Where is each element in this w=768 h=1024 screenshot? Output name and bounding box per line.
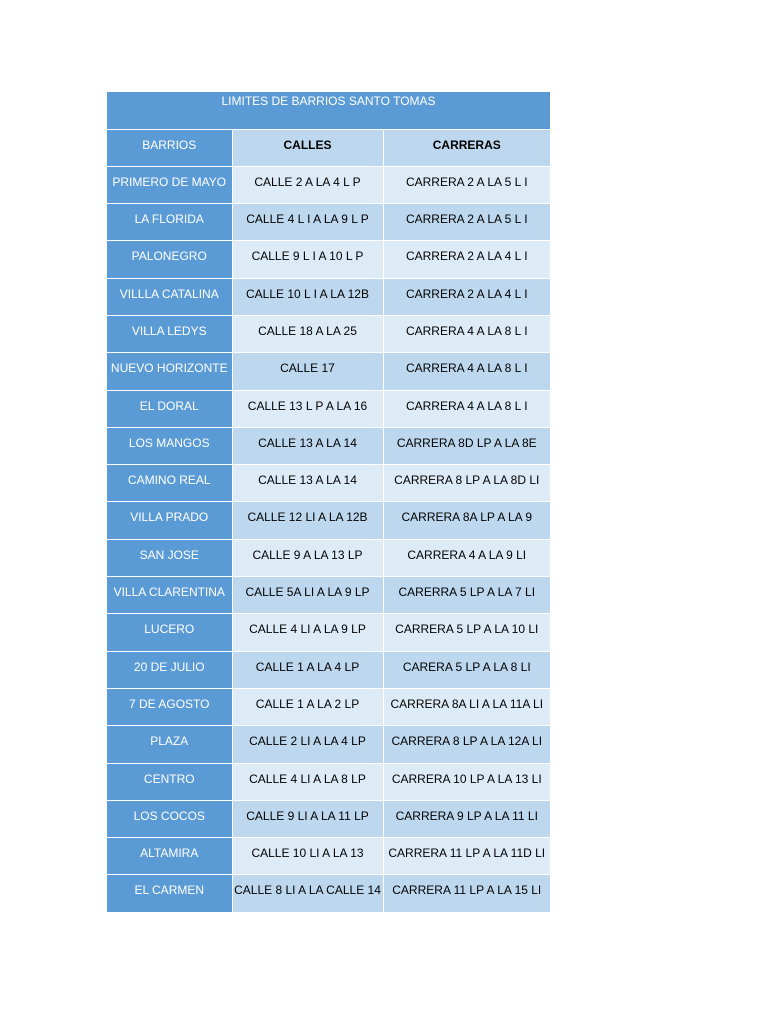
barrio-name-cell: CAMINO REAL [107, 465, 232, 502]
table-row [107, 800, 550, 837]
carreras-cell: CARRERA 8A LP A LA 9 [383, 502, 550, 539]
table-title: LIMITES DE BARRIOS SANTO TOMAS [107, 92, 550, 129]
barrio-name-cell: NUEVO HORIZONTE [107, 353, 232, 390]
table-row [107, 875, 550, 912]
calles-cell: CALLE 9 A LA 13 LP [232, 539, 383, 576]
carreras-cell: CARRERA 4 A LA 8 L I [383, 353, 550, 390]
barrio-name-cell: CENTRO [107, 763, 232, 800]
calles-cell: CALLE 8 LI A LA CALLE 14 [232, 875, 383, 912]
table-row [107, 577, 550, 614]
barrio-name-cell: LUCERO [107, 614, 232, 651]
carreras-cell: CARRERA 4 A LA 8 L I [383, 315, 550, 352]
table-row [107, 651, 550, 688]
carreras-cell: CARRERA 8D LP A LA 8E [383, 427, 550, 464]
table-row [107, 688, 550, 725]
calles-cell: CALLE 10 L I A LA 12B [232, 278, 383, 315]
carreras-cell: CARERRA 5 LP A LA 7 LI [383, 577, 550, 614]
table-row [107, 539, 550, 576]
calles-cell: CALLE 5A LI A LA 9 LP [232, 577, 383, 614]
header-barrios: BARRIOS [107, 129, 232, 166]
calles-cell: CALLE 9 LI A LA 11 LP [232, 800, 383, 837]
calles-cell: CALLE 10 LI A LA 13 [232, 838, 383, 875]
table-row [107, 204, 550, 241]
table-row [107, 502, 550, 539]
barrio-name-cell: LOS MANGOS [107, 427, 232, 464]
carreras-cell: CARRERA 4 A LA 9 LI [383, 539, 550, 576]
calles-cell: CALLE 2 A LA 4 L P [232, 166, 383, 203]
table-row [107, 353, 550, 390]
calles-cell: CALLE 18 A LA 25 [232, 315, 383, 352]
barrio-name-cell: PLAZA [107, 726, 232, 763]
barrio-name-cell: VILLA LEDYS [107, 315, 232, 352]
title-row [107, 92, 550, 129]
header-calles: CALLES [232, 129, 383, 166]
carreras-cell: CARRERA 2 A LA 5 L I [383, 166, 550, 203]
barrio-name-cell: LOS COCOS [107, 800, 232, 837]
calles-cell: CALLE 4 L I A LA 9 L P [232, 204, 383, 241]
carreras-cell: CARRERA 9 LP A LA 11 LI [383, 800, 550, 837]
calles-cell: CALLE 17 [232, 353, 383, 390]
barrio-name-cell: EL DORAL [107, 390, 232, 427]
barrio-name-cell: EL CARMEN [107, 875, 232, 912]
calles-cell: CALLE 4 LI A LA 8 LP [232, 763, 383, 800]
table-row [107, 241, 550, 278]
table-row [107, 614, 550, 651]
calles-cell: CALLE 1 A LA 2 LP [232, 688, 383, 725]
barrio-name-cell: 20 DE JULIO [107, 651, 232, 688]
table-row [107, 427, 550, 464]
barrio-name-cell: PRIMERO DE MAYO [107, 166, 232, 203]
calles-cell: CALLE 4 LI A LA 9 LP [232, 614, 383, 651]
calles-cell: CALLE 12 LI A LA 12B [232, 502, 383, 539]
carreras-cell: CARRERA 11 LP A LA 11D LI [383, 838, 550, 875]
carreras-cell: CARERA 5 LP A LA 8 LI [383, 651, 550, 688]
barrio-name-cell: LA FLORIDA [107, 204, 232, 241]
carreras-cell: CARRERA 11 LP A LA 15 LI [383, 875, 550, 912]
table-row [107, 763, 550, 800]
calles-cell: CALLE 1 A LA 4 LP [232, 651, 383, 688]
carreras-cell: CARRERA 8 LP A LA 12A LI [383, 726, 550, 763]
calles-cell: CALLE 2 LI A LA 4 LP [232, 726, 383, 763]
barrios-limits-table [107, 92, 550, 913]
barrio-name-cell: SAN JOSE [107, 539, 232, 576]
carreras-cell: CARRERA 2 A LA 4 L I [383, 278, 550, 315]
carreras-cell: CARRERA 2 A LA 5 L I [383, 204, 550, 241]
carreras-cell: CARRERA 8 LP A LA 8D LI [383, 465, 550, 502]
barrio-name-cell: ALTAMIRA [107, 838, 232, 875]
carreras-cell: CARRERA 10 LP A LA 13 LI [383, 763, 550, 800]
calles-cell: CALLE 9 L I A 10 L P [232, 241, 383, 278]
table-row [107, 166, 550, 203]
barrio-name-cell: 7 DE AGOSTO [107, 688, 232, 725]
table-row [107, 726, 550, 763]
header-carreras: CARRERAS [383, 129, 550, 166]
table-row [107, 390, 550, 427]
barrio-name-cell: VILLA CLARENTINA [107, 577, 232, 614]
carreras-cell: CARRERA 2 A LA 4 L I [383, 241, 550, 278]
barrio-name-cell: PALONEGRO [107, 241, 232, 278]
table-row [107, 315, 550, 352]
barrio-name-cell: VILLA PRADO [107, 502, 232, 539]
carreras-cell: CARRERA 8A LI A LA 11A LI [383, 688, 550, 725]
table-row [107, 838, 550, 875]
calles-cell: CALLE 13 A LA 14 [232, 465, 383, 502]
table-row [107, 465, 550, 502]
table-body [107, 166, 550, 912]
carreras-cell: CARRERA 5 LP A LA 10 LI [383, 614, 550, 651]
calles-cell: CALLE 13 A LA 14 [232, 427, 383, 464]
barrio-name-cell: VILLLA CATALINA [107, 278, 232, 315]
header-row [107, 129, 550, 166]
carreras-cell: CARRERA 4 A LA 8 L I [383, 390, 550, 427]
calles-cell: CALLE 13 L P A LA 16 [232, 390, 383, 427]
table-row [107, 278, 550, 315]
